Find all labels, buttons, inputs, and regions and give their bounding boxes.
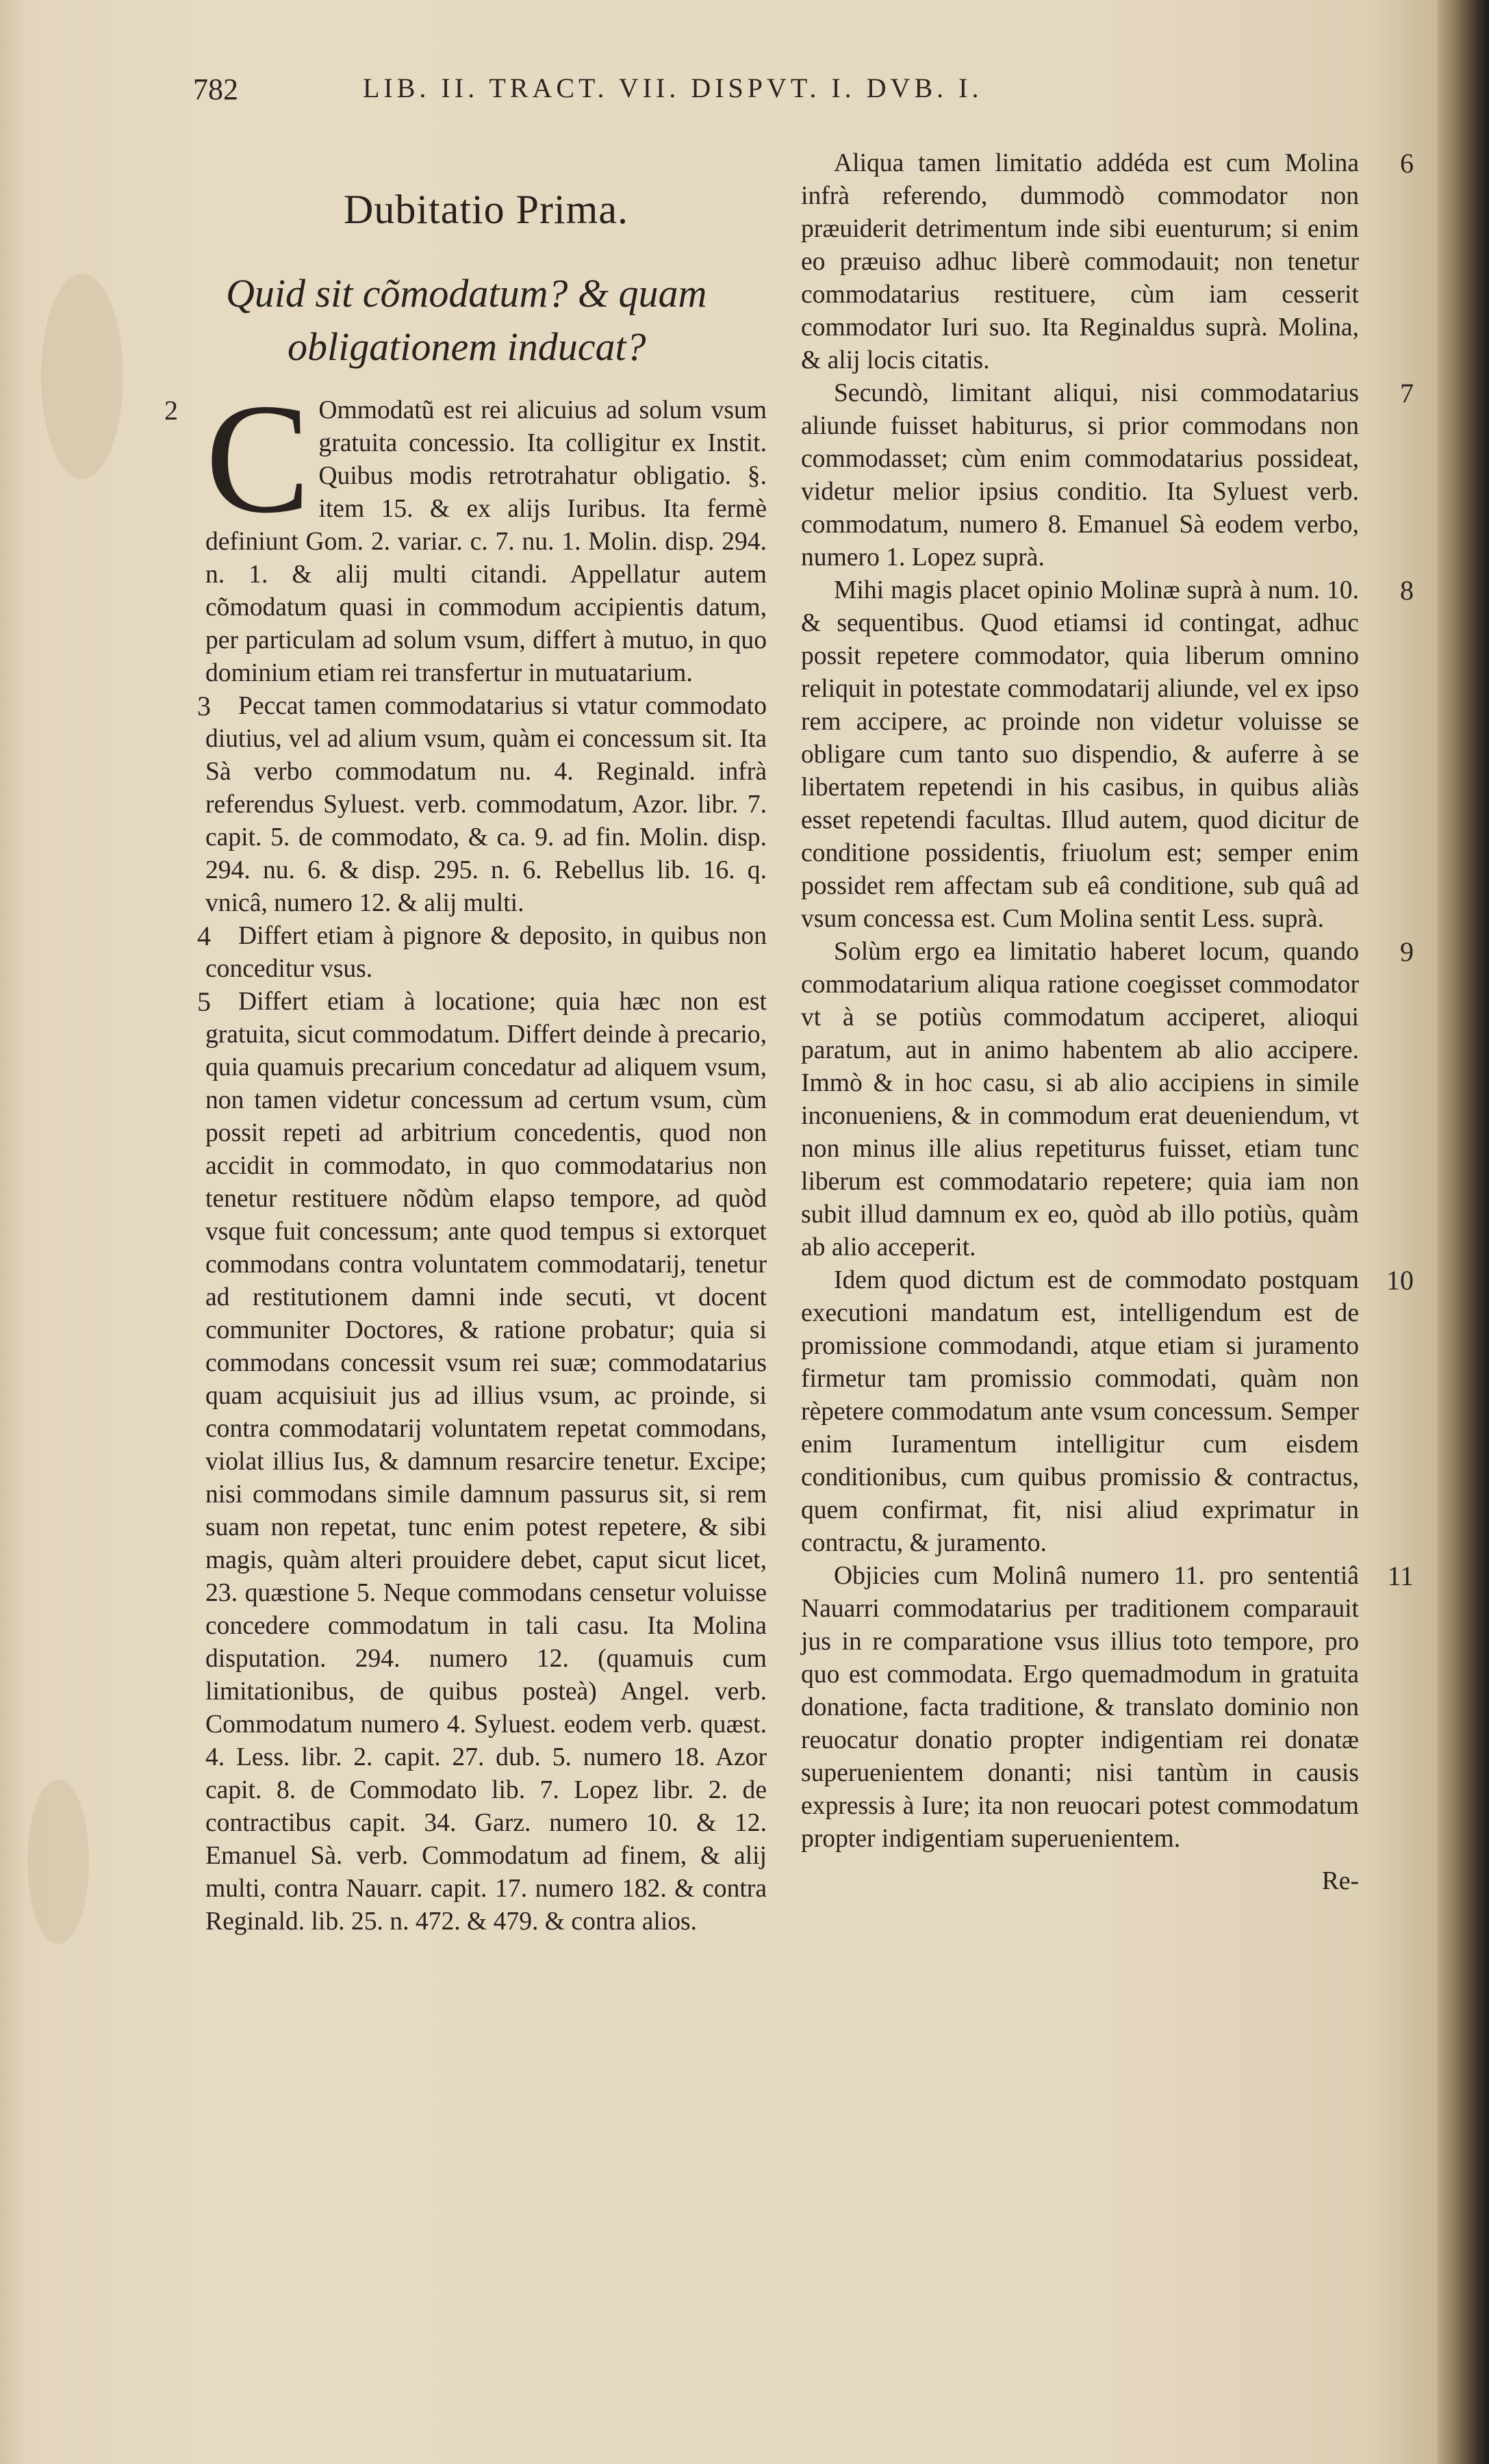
right-column: [801, 147, 1414, 1898]
margin-number: 9: [1400, 936, 1414, 967]
paragraph: [801, 1560, 1414, 1856]
paragraph: [801, 147, 1414, 377]
book-edge-shadow: [1438, 0, 1489, 2464]
paragraph-text: Mihi magis placet opinio Molinæ suprà à num. 10. & sequentibus. Quod etiamsi id contingat, adhuc possit repetere commodator, quia liberum omnino reliquit in potestate commodatarij aliunde, vel ex ipso rem accipere, ac proinde non videtur voluisse se obligare cum tanto suo dispendio, & auferre à se libertatem repetendi in his casibus, in quibus aliàs esset repetendi facultas. Illud autem, quod dicitur de conditione possidentis, friuolum est; semper enim possidet rem affectam sub eâ conditione, sub quâ ad vsum concessa est. Cum Molina sentit Less. suprà.: [801, 576, 1359, 933]
drop-cap: C: [205, 371, 311, 546]
paragraph: [801, 574, 1414, 936]
margin-number: 5: [197, 986, 211, 1017]
running-head: LIB. II. TRACT. VII. DISPVT. I. DVB. I.: [363, 73, 983, 103]
question-line-1: Quid sit cõmodatum? & quam: [226, 271, 707, 316]
margin-number: 10: [1386, 1265, 1414, 1296]
paragraph: [801, 377, 1414, 574]
paragraph-text: Idem quod dictum est de commodato postquam executioni mandatum est, intelligendum est de promissione commodandi, atque etiam si juramento firmetur tam promissio commodati, quàm non rèpetere commodatum ante vsum concessum. Semper enim Iuramentum intelligitur cum eisdem conditionibus, cum quibus promissio & contractus, quem confirmat, fit, nisi aliud exprimatur in contractu, & juramento.: [801, 1266, 1359, 1557]
paragraph-text: Aliqua tamen limitatio addéda est cum Molina infrà referendo, dummodò commodator non præuiderit detrimentum inde sibi euenturum; si enim eo præuiso adhuc liberè commodauit; non tenetur commodatarius restituere, cùm iam cesserit commodator Iuri suo. Ita Reginaldus suprà. Molina, & alij locis citatis.: [801, 149, 1359, 374]
margin-number: 2: [164, 395, 178, 426]
paragraph-text: Ommodatũ est rei alicuius ad solum vsum gratuita concessio. Ita colligitur ex Instit. Quibus modis retrotrahatur obligatio. §. item 15. & ex alijs Iuribus. Ita fermè definiunt Gom. 2. variar. c. 7. nu. 1. Molin. disp. 294. n. 1. & alij multi citandi. Appellatur autem cõmodatum quasi in commodum accipientis datum, per particulam ad solum vsum, differt à mutuo, in quo dominium etiam rei transfertur in mutuatarium.: [205, 396, 767, 687]
paragraph: [164, 371, 767, 690]
paragraph: [197, 690, 767, 920]
margin-number: 6: [1400, 148, 1414, 179]
question-line-2: obligationem inducat?: [288, 324, 646, 369]
paragraph: [197, 920, 767, 986]
paragraph-text: Differt etiam à pignore & deposito, in quibus non conceditur vsus.: [205, 922, 767, 983]
section-title: Dubitatio Prima.: [344, 187, 628, 232]
margin-number: 8: [1400, 575, 1414, 606]
paragraph: [801, 1264, 1414, 1560]
margin-number: 11: [1387, 1561, 1414, 1591]
paragraph-text: Solùm ergo ea limitatio haberet locum, quando commodatarium aliqua ratione coegisset commodator vt à se potiùs commodatum acciperet, alioqui paratum, aut in animo habentem ab alio accipere. Immò & in hoc casu, si ab alio accipiens in simile inconueniens, & in commodum erat deueniendum, vt non minus ille alius repetiturus fuisset, etiam tunc liberum est commodatario repetere; quia iam non subit illud damnum ex eo, quòd ab illo potiùs, quàm ab alio acceperit.: [801, 938, 1359, 1261]
paragraph-text: Differt etiam à locatione; quia hæc non est gratuita, sicut commodatum. Differt deinde à precario, quia quamuis precarium concedatur ad aliquem vsum, non tamen videtur concessum ad certum vsum, cùm possit repeti ad arbitrium concedentis, quod non accidit in commodato, in quo commodatarius non tenetur restituere nõdùm elapso tempore, ad quòd vsque fuit concessum; ante quod tempus si extorquet commodans contra voluntatem commodatarij, tenetur ad restitutionem damni inde secuti, vt docent communiter Doctores, & ratione probatur; quia si commodans concessit vsum rei suæ; commodatarius quam acquisiuit jus ad illius vsum, ac proinde, si contra commodatarij voluntatem repetat commodans, violat illius Ius, & damnum resarcire tenetur. Excipe; nisi commodans simile damnum passurus sit, si rem suam non repetat, tunc enim potest repetere, & sibi magis, quàm alteri prouidere debet, caput sicut licet, 23. quæstione 5. Neque commodans censetur voluisse concedere commodatum in tali casu. Ita Molina disputation. 294. numero 12. (quamuis cum limitationibus, de quibus posteà) Angel. verb. Commodatum numero 4. Syluest. eodem verb. quæst. 4. Less. libr. 2. capit. 27. dub. 5. numero 18. Azor capit. 8. de Commodato lib. 7. Lopez libr. 2. de contractibus capit. 34. Garz. numero 10. & 12. Emanuel Sà. verb. Commodatum ad finem, & alij multi, contra Nauarr. capit. 17. numero 182. & contra Reginald. lib. 25. n. 472. & 479. & contra alios.: [205, 988, 767, 1936]
left-column: [164, 185, 767, 1938]
margin-number: 3: [197, 691, 211, 721]
page-stain: [27, 1780, 89, 1944]
paragraph-text: Objicies cum Molinâ numero 11. pro sententiâ Nauarri commodatarius per traditionem comparauit jus in re comparatione vsus illius toto tempore, pro quo est commodata. Ergo quemadmodum in gratuita donatione, facta traditione, & translato dominio non reuocatur donatio propter indigentiam rei donatæ superuenientem donanti; nisi tantùm in causis expressis à Iure; ita non reuocari potest commodatum propter indigentiam superuenientem.: [801, 1562, 1359, 1853]
paragraph-text: Secundò, limitant aliqui, nisi commodatarius aliunde fuisset habiturus, si prior commodans non commodasset; cùm enim commodatarius possideat, videtur melior ipsius conditio. Ita Syluest verb. commodatum, numero 8. Emanuel Sà eodem verbo, numero 1. Lopez suprà.: [801, 379, 1359, 572]
catchword: Re-: [1321, 1867, 1359, 1895]
margin-number: 4: [197, 921, 211, 951]
paragraph-text: Peccat tamen commodatarius si vtatur commodato diutius, vel ad alium vsum, quàm ei concessum sit. Ita Sà verbo commodatum nu. 4. Reginald. infrà referendus Syluest. verb. commodatum, Azor. libr. 7. capit. 5. de commodato, & ca. 9. ad fin. Molin. disp. 294. nu. 6. & disp. 295. n. 6. Rebellus lib. 16. q. vnicâ, numero 12. & alij multi.: [205, 692, 767, 917]
paragraph: [197, 986, 767, 1938]
margin-number: 7: [1400, 378, 1414, 409]
paragraph: [801, 936, 1414, 1264]
page-number: 782: [193, 73, 238, 106]
question-heading: [205, 267, 767, 374]
page-stain: [41, 274, 123, 479]
